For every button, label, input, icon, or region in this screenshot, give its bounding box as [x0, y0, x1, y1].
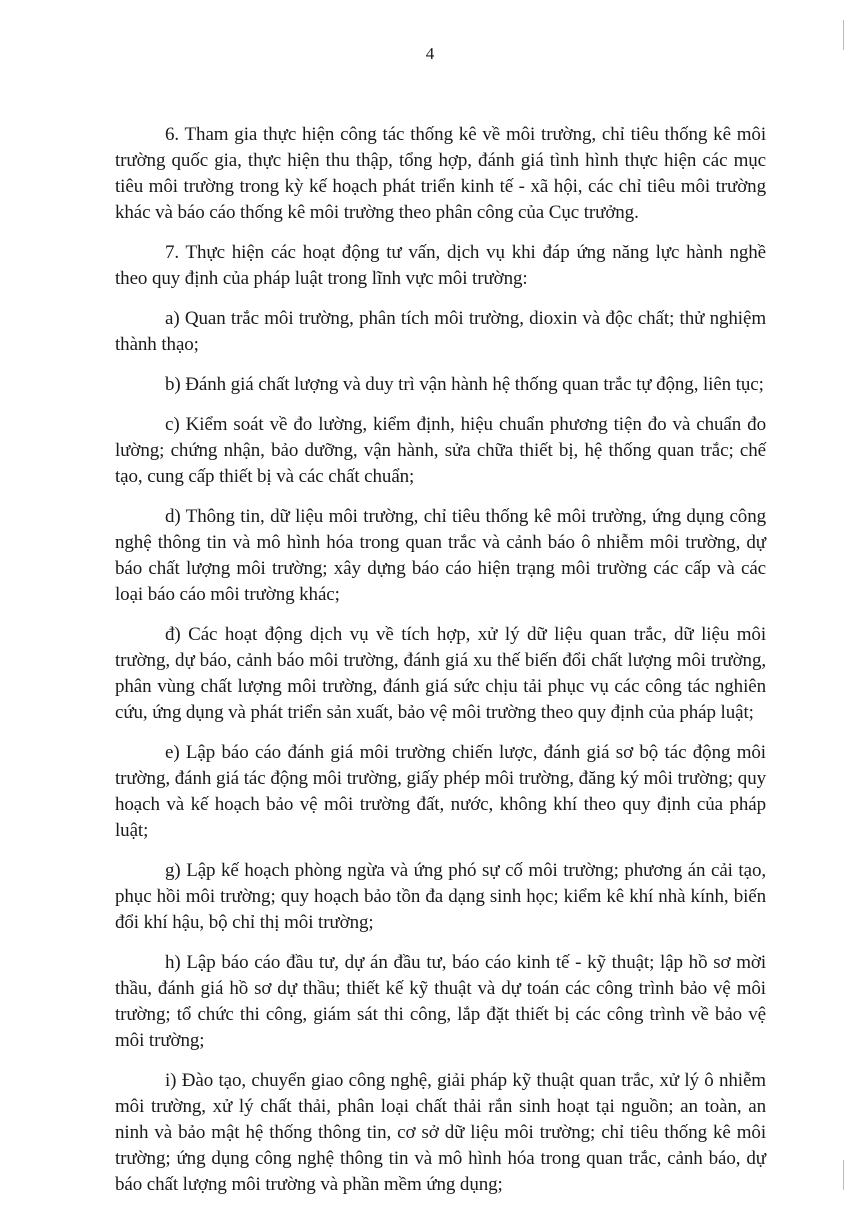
item-i: i) Đào tạo, chuyển giao công nghệ, giải pháp kỹ thuật quan trắc, xử lý ô nhiễm môi trường, xử lý chất thải, phân loại chất thải rắn sinh hoạt tại nguồn; an toàn, an ninh và bảo mật hệ thống thông tin, cơ sở dữ liệu môi trường; chỉ tiêu thống kê môi trường; ứng dụng công nghệ thông tin và mô hình hóa trong quan trắc, cảnh báo, dự báo chất lượng môi trường và phần mềm ứng dụng; — [115, 1070, 766, 1195]
item-dd: đ) Các hoạt động dịch vụ về tích hợp, xử lý dữ liệu quan trắc, dữ liệu môi trường, dự báo, cảnh báo môi trường, đánh giá xu thế biến đổi chất lượng môi trường, phân vùng chất lượng môi trường, đánh giá sức chịu tải phục vụ các công tác nghiên cứu, ứng dụng và phát triển sản xuất, bảo vệ môi trường theo quy định của pháp luật; — [115, 624, 766, 723]
page-number: 4 — [425, 44, 435, 63]
item-b: b) Đánh giá chất lượng và duy trì vận hành hệ thống quan trắc tự động, liên tục; — [165, 374, 764, 395]
item-h: h) Lập báo cáo đầu tư, dự án đầu tư, báo cáo kinh tế - kỹ thuật; lập hồ sơ mời thầu, đánh giá hồ sơ dự thầu; thiết kế kỹ thuật và dự toán các công trình bảo vệ môi trường; tổ chức thi công, giám sát thi công, lắp đặt thiết bị các công trình về bảo vệ môi trường; — [115, 952, 766, 1051]
item-e: e) Lập báo cáo đánh giá môi trường chiến lược, đánh giá sơ bộ tác động môi trường, đánh giá tác động môi trường, giấy phép môi trường, đăng ký môi trường; quy hoạch và kế hoạch bảo vệ môi trường đất, nước, không khí theo quy định của pháp luật; — [115, 742, 766, 841]
scan-edge-mark — [843, 20, 844, 50]
scan-edge-mark — [843, 1160, 844, 1190]
item-a: a) Quan trắc môi trường, phân tích môi trường, dioxin và độc chất; thử nghiệm thành thạo; — [115, 308, 766, 355]
item-d: d) Thông tin, dữ liệu môi trường, chỉ tiêu thống kê môi trường, ứng dụng công nghệ thông tin và mô hình hóa trong quan trắc và cảnh báo ô nhiễm môi trường, dự báo chất lượng môi trường; xây dựng báo cáo hiện trạng môi trường các cấp và các loại báo cáo môi trường khác; — [115, 506, 766, 605]
item-g: g) Lập kế hoạch phòng ngừa và ứng phó sự cố môi trường; phương án cải tạo, phục hồi môi trường; quy hoạch bảo tồn đa dạng sinh học; kiểm kê khí nhà kính, biến đổi khí hậu, bộ chỉ thị môi trường; — [115, 860, 766, 933]
item-c: c) Kiểm soát về đo lường, kiểm định, hiệu chuẩn phương tiện đo và chuẩn đo lường; chứng nhận, bảo dưỡng, vận hành, sửa chữa thiết bị, hệ thống quan trắc; chế tạo, cung cấp thiết bị và các chất chuẩn; — [115, 414, 766, 487]
paragraph-6: 6. Tham gia thực hiện công tác thống kê về môi trường, chỉ tiêu thống kê môi trường quốc gia, thực hiện thu thập, tổng hợp, đánh giá tình hình thực hiện các mục tiêu môi trường trong kỳ kế hoạch phát triển kinh tế - xã hội, các chỉ tiêu môi trường khác và báo cáo thống kê môi trường theo phân công của Cục trưởng. — [115, 124, 766, 223]
paragraph-7: 7. Thực hiện các hoạt động tư vấn, dịch vụ khi đáp ứng năng lực hành nghề theo quy định của pháp luật trong lĩnh vực môi trường: — [115, 242, 766, 289]
document-body — [115, 122, 766, 1212]
